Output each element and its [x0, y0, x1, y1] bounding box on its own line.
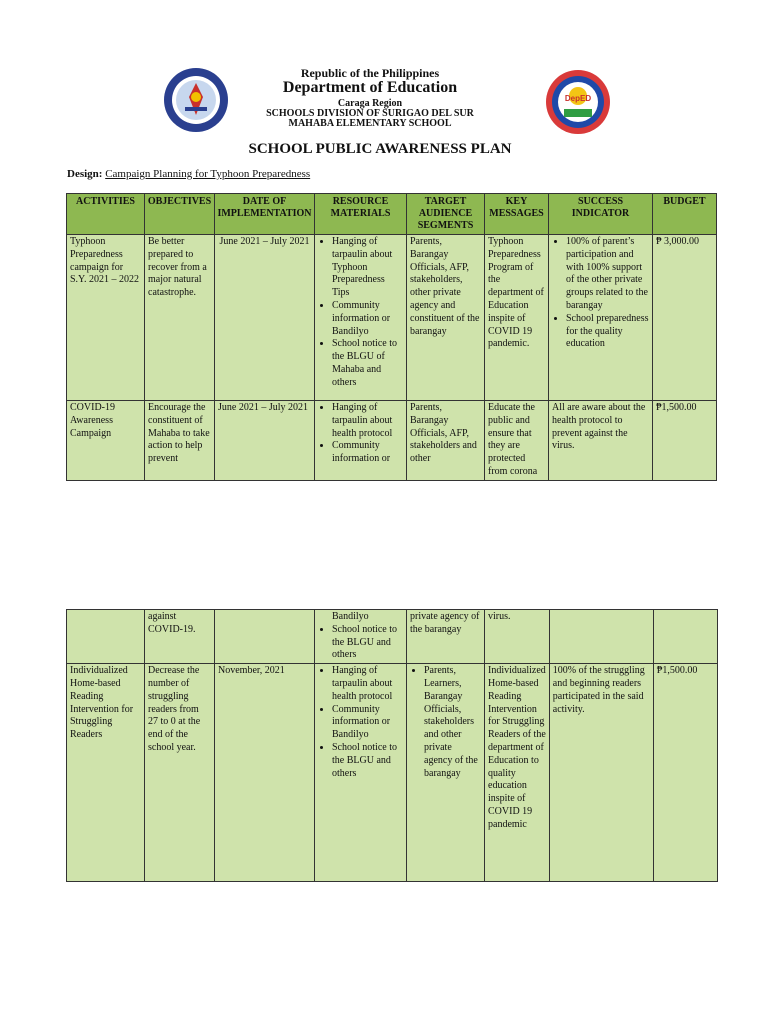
list-item: • Hanging of tarpaulin about health protocol	[332, 402, 403, 440]
list-item: • School notice to the BLGU and others	[332, 742, 403, 780]
cell-activity: Individualized Home-based Reading Intervention for Struggling Readers	[67, 664, 145, 882]
table-row	[67, 235, 717, 401]
plan-table	[66, 193, 717, 481]
col-header-resources: RESOURCE MATERIALS	[315, 194, 407, 235]
cell-audience	[407, 664, 485, 882]
list-item: • School preparedness for the quality education	[566, 313, 649, 351]
table-row	[67, 664, 718, 882]
table-header-row	[67, 194, 717, 235]
list-item: • Hanging of tarpaulin about Typhoon Preparedness Tips	[332, 236, 403, 300]
table-row	[67, 401, 717, 481]
cell-indicator	[549, 235, 653, 401]
cell-message: Individualized Home-based Reading Intervention for Struggling Readers of the department of Education to quality education inspite of COVID 19 pandemic	[485, 664, 550, 882]
list-item: • School notice to the BLGU and others	[332, 624, 403, 662]
table-row	[67, 610, 718, 664]
col-header-activities: ACTIVITIES	[67, 194, 145, 235]
header-division: SCHOOLS DIVISION OF SURIGAO DEL SUR	[266, 108, 474, 119]
header-region: Caraga Region	[337, 98, 403, 109]
cell-message: virus.	[485, 610, 550, 664]
list-item: • Community information or Bandilyo	[332, 300, 403, 338]
cell-date: November, 2021	[215, 664, 315, 882]
cell-audience: Parents, Barangay Officials, AFP, stakeholders, other private agency and constituent of the barangay	[407, 235, 485, 401]
cell-objective: Decrease the number of struggling readers from 27 to 0 at the end of the school year.	[145, 664, 215, 882]
list-item: • Hanging of tarpaulin about health protocol	[332, 665, 403, 703]
cell-audience: Parents, Barangay Officials, AFP, stakeholders and other	[407, 401, 485, 481]
cell-objective: against COVID-19.	[145, 610, 215, 664]
col-header-indicator: SUCCESS INDICATOR	[549, 194, 653, 235]
school-seal-text: DepED	[564, 94, 592, 103]
cell-activity: COVID-19 Awareness Campaign	[67, 401, 145, 481]
cell-objective: Be better prepared to recover from a major natural catastrophe.	[145, 235, 215, 401]
cell-objective: Encourage the constituent of Mahaba to take action to help prevent	[145, 401, 215, 481]
cell-resources	[315, 235, 407, 401]
resource-continued: Bandilyo	[332, 611, 369, 622]
cell-activity: Typhoon Preparedness campaign for S.Y. 2021 – 2022	[67, 235, 145, 401]
cell-resources	[315, 664, 407, 882]
cell-message: Educate the public and ensure that they are protected from corona	[485, 401, 549, 481]
design-line	[67, 168, 310, 180]
cell-budget	[653, 610, 717, 664]
col-header-date: DATE OF IMPLEMENTATION	[215, 194, 315, 235]
list-item: • Parents, Learners, Barangay Officials, stakeholders and other private agency of the barangay	[424, 665, 481, 780]
header-department: Department of Education	[282, 79, 458, 96]
cell-budget: ₱ 3,000.00	[653, 235, 717, 401]
col-header-messages: KEY MESSAGES	[485, 194, 549, 235]
plan-table-continued	[66, 609, 718, 882]
header-school: MAHABA ELEMENTARY SCHOOL	[288, 118, 452, 129]
col-header-objectives: OBJECTIVES	[145, 194, 215, 235]
cell-audience: private agency of the barangay	[407, 610, 485, 664]
list-item: • Community information or	[332, 440, 403, 466]
list-item: • School notice to the BLGU of Mahaba and others	[332, 338, 403, 389]
cell-resources	[315, 610, 407, 664]
list-item: • 100% of parent’s participation and with 100% support of the other private groups related to the barangay	[566, 236, 649, 313]
cell-budget: ₱1,500.00	[653, 664, 717, 882]
design-value: Campaign Planning for Typhoon Preparedness	[105, 168, 311, 180]
cell-activity	[67, 610, 145, 664]
cell-budget: ₱1,500.00	[653, 401, 717, 481]
cell-date: June 2021 – July 2021	[215, 401, 315, 481]
design-label: Design:	[67, 168, 103, 180]
cell-indicator: All are aware about the health protocol to prevent against the virus.	[549, 401, 653, 481]
col-header-audience: TARGET AUDIENCE SEGMENTS	[407, 194, 485, 235]
cell-indicator	[549, 610, 653, 664]
list-item: • Community information or Bandilyo	[332, 704, 403, 742]
header-republic: Republic of the Philippines	[300, 66, 440, 80]
cell-message: Typhoon Preparedness Program of the department of Education inspite of COVID 19 pandemic.	[485, 235, 549, 401]
cell-resources	[315, 401, 407, 481]
page-title: SCHOOL PUBLIC AWARENESS PLAN	[248, 141, 512, 157]
cell-date: June 2021 – July 2021	[215, 235, 315, 401]
col-header-budget: BUDGET	[653, 194, 717, 235]
cell-date	[215, 610, 315, 664]
cell-indicator: 100% of the struggling and beginning readers participated in the said activity.	[549, 664, 653, 882]
